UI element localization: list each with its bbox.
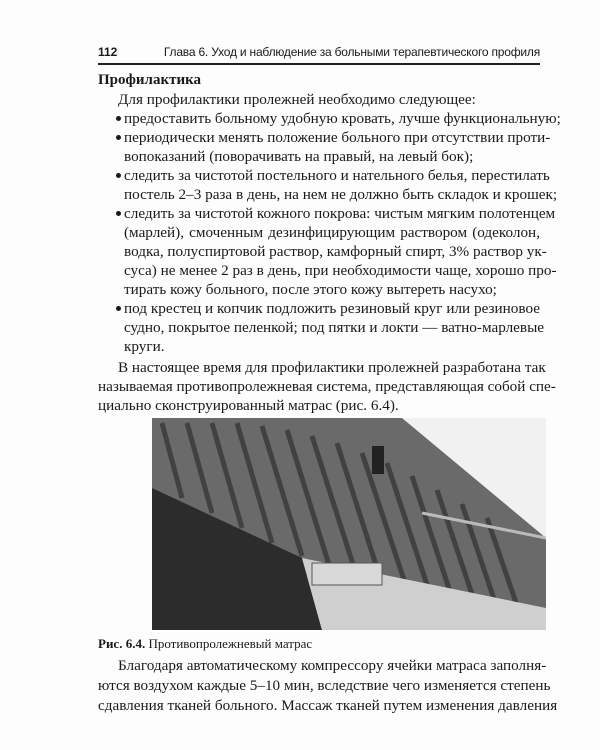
paragraph-line: сдавления тканей больного. Массаж тканей путем изменения давления (98, 697, 558, 714)
figure-caption-text: Противопролежневый матрас (148, 636, 313, 651)
bullet-icon (116, 211, 121, 216)
paragraph-line: В настоящее время для профилактики пролежней разработана так (118, 359, 546, 376)
bullet-item: предоставить больному удобную кровать, лучше функциональную; (116, 109, 540, 128)
running-title: Глава 6. Уход и наблюдение за больными терапевтического профиля (163, 45, 540, 59)
paragraph-line: называемая противопролежневая система, представляющая собой спе- (98, 378, 556, 395)
figure-caption (98, 636, 312, 652)
bullet-item: следить за чистотой кожного покрова: чистым мягким полотенцем (116, 204, 540, 223)
paragraph-line: ются воздухом каждые 5–10 мин, вследствие чего изменяется степень (98, 677, 551, 694)
page-number: 112 (98, 45, 118, 59)
bullet-continuation: (марлей), смоченным дезинфицирующим раствором (одеколон, (124, 224, 540, 241)
paragraph-line: Благодаря автоматическому компрессору ячейки матраса заполня- (118, 657, 547, 674)
bullet-item: под крестец и копчик подложить резиновый круг или резиновое (116, 299, 540, 318)
bullet-icon (116, 116, 121, 121)
bullet-item: следить за чистотой постельного и нательного белья, перестилать (116, 166, 540, 185)
bullet-continuation: постель 2–3 раза в день, на нем не должно быть складок и крошек; (124, 186, 558, 203)
bullet-continuation: вопоказаний (поворачивать на правый, на левый бок); (124, 148, 474, 165)
bullet-icon (116, 135, 121, 140)
bullet-continuation: судно, покрытое пеленкой; под пятки и локти — ватно-марлевые (124, 319, 545, 336)
bullet-continuation: суса) не менее 2 раз в день, при необходимости чаще, хорошо про- (124, 262, 557, 279)
bullet-item: периодически менять положение больного при отсутствии проти- (116, 128, 540, 147)
intro-text: Для профилактики пролежней необходимо следующее: (118, 91, 476, 108)
running-header (98, 43, 540, 61)
bullet-icon (116, 306, 121, 311)
header-rule (98, 63, 540, 65)
section-title: Профилактика (98, 72, 202, 88)
bullet-continuation: тирать кожу больного, после этого кожу вытереть насухо; (124, 281, 497, 298)
paragraph-line: циально сконструированный матрас (рис. 6.4). (98, 397, 399, 414)
figure-label: Рис. 6.4. (98, 636, 146, 651)
figure-mattress-photo (152, 418, 546, 630)
bullet-continuation: круги. (124, 338, 165, 355)
bullet-icon (116, 173, 121, 178)
bullet-continuation: водка, полуспиртовой раствор, камфорный спирт, 3% раствор ук- (124, 243, 547, 260)
